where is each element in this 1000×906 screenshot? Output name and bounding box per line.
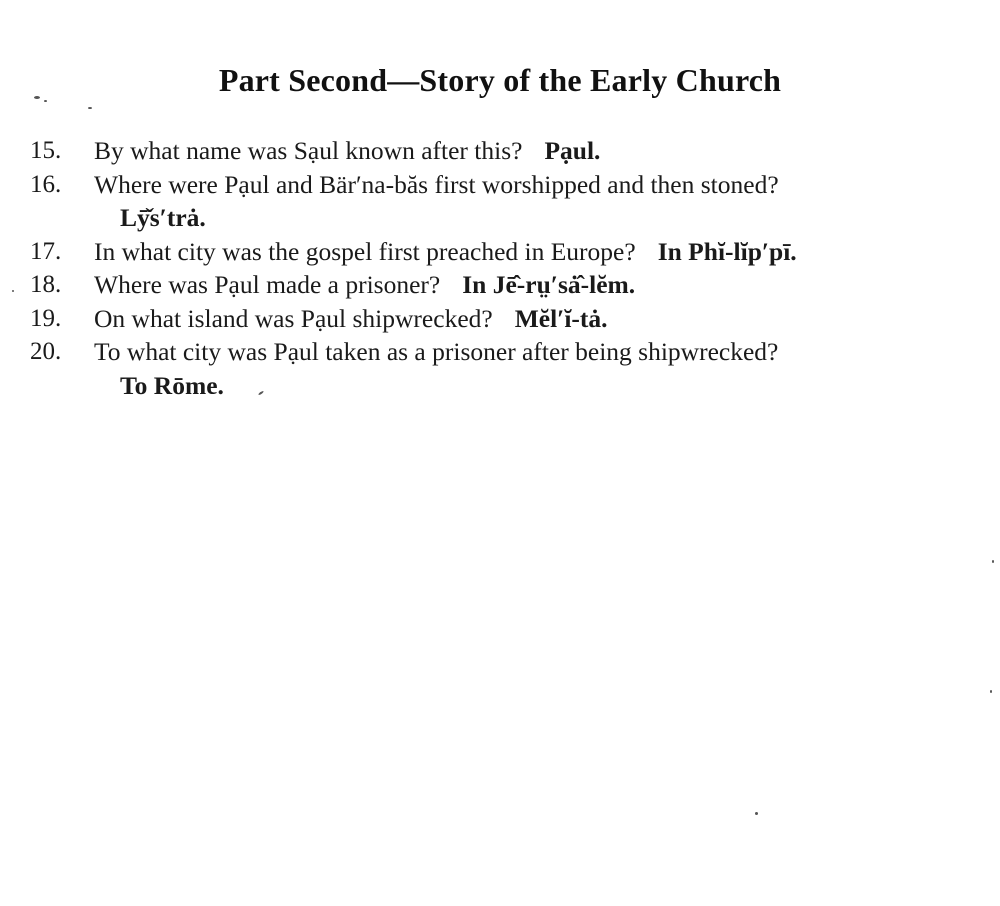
answer-text: Pạul. [544, 136, 601, 165]
question-text: Where was Pạul made a prisoner? [94, 270, 441, 299]
answer-text: Mĕl′ĭ-tȧ. [514, 303, 608, 333]
question-number: 19. [30, 304, 62, 332]
scan-speck [34, 96, 40, 99]
question-item [30, 268, 990, 302]
answer-text: In Jē̂-rṳ′sȧ̂-lĕm. [462, 270, 636, 299]
question-number: 17. [30, 237, 62, 265]
scan-speck [44, 100, 47, 102]
answer-text: In Phĭ-lĭp′pī. [657, 236, 797, 266]
question-item [30, 235, 990, 269]
scan-speck [755, 812, 758, 815]
scan-speck [12, 290, 14, 292]
page-title: Part Second—Story of the Early Church [218, 62, 782, 98]
question-item [30, 168, 990, 235]
question-text: On what island was Pạul shipwrecked? [94, 303, 493, 333]
answer-text: Lȳ̌s′trȧ. [120, 203, 206, 232]
question-text: Where were Pạul and Bär′na-băs first worshipped and then stoned? [94, 169, 779, 199]
scan-speck [990, 690, 992, 693]
question-text: To what city was Pạul taken as a prisoner after being shipwrecked? [94, 337, 779, 366]
scan-speck [88, 107, 92, 109]
question-item [30, 335, 990, 402]
question-number: 18. [30, 271, 62, 298]
question-text: By what name was Sạul known after this? [94, 136, 523, 165]
question-item [30, 302, 990, 336]
question-number: 15. [30, 137, 62, 164]
question-number: 16. [30, 170, 62, 198]
question-item [30, 134, 990, 168]
question-number: 20. [30, 338, 62, 365]
answer-text: To Rōme. [120, 370, 224, 400]
question-list [30, 134, 990, 402]
question-text: In what city was the gospel first preached in Europe? [94, 236, 636, 266]
scan-speck [992, 560, 994, 563]
